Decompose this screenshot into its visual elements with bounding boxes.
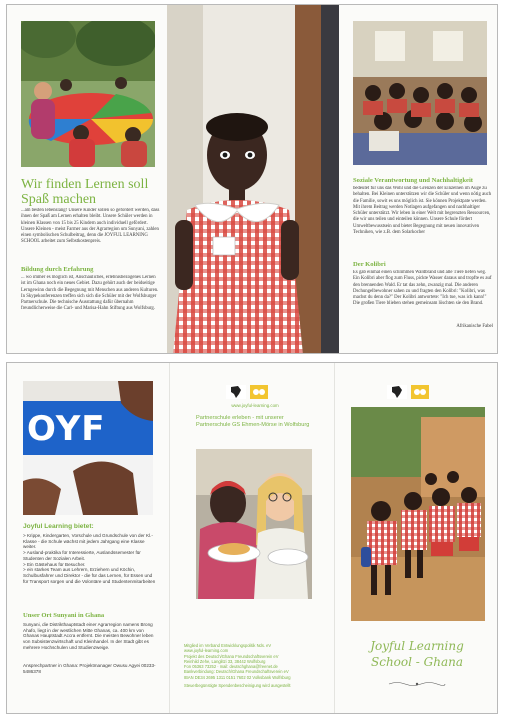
footer-line: Fon 05363 73252 · mail: deutschghana@freenet.de [184, 664, 278, 670]
logos [226, 385, 268, 399]
brand-title-line1: Joyful Learning [370, 639, 464, 653]
partner-school-title: Partnerschule erleben - mit unserer Partnerschule GS Ehmen-Mörse in Wolfsburg [196, 415, 310, 428]
africa-map-logo [226, 385, 246, 399]
photo-girl-school-uniform [167, 5, 339, 354]
footer-line: Steuerbegünstigte Spendenbescheinigung wird ausgestellt [184, 683, 291, 689]
offer-item: > ein starkes Team aus Lehrern, Erziehern und Köchin, Schulbusfahrer und Direktor - die für das Lernen, für Essen und für Transport sorgen und die Volontäre und Studentenmitarbeiten [23, 567, 156, 584]
footer-line[interactable]: www.joyful-learning.com [184, 648, 229, 654]
sun-face-logo [250, 385, 268, 399]
social-paragraph: bedeutet für uns das Wohl und die Grenzen der Einzelnen im Auge zu behalten. Bei Kleinen unterstützen wir die Schüler und wenn nötig auch die Familie, sowit es uns möglich ist. Sie können Projektpate werden. Mit ihrem Beitrag werden Notlagen aufgefangen und nachhaltiger Schüler unterstützt. Wir leben in einer Welt mit begrenzten Ressourcen, die wir uns teilen und einteilen können. Unsere Schule fördert Umweltbewusstsein und bietet Begegnung mit neuen innovativen Techniken, wie z.B. dem Solarkocher [353, 186, 492, 236]
intro-paragraph: ...am besten lebenslang! Unsere Kinder sollen so gefördert werden, dass ihnen der Spaß am Lernen erhalten bleibt. Unsere Schüler werden in kleinen Klassen von 15 bis 25 Kindern auch individuell gefördert. Unsere Kleinen - meist Farmer aus der Agrarregion um Sunyani, zahlen einen symbolischen Schulbeitrag, denn die JOYFUL LEARNING SCHOOL arbeitet zum Selbstkostenpreis. [21, 208, 160, 245]
footer-line: Reinhild Zehe, Langlitzi 33, 38442 Wolfsburg [184, 658, 266, 664]
photo-hands-banner [23, 381, 153, 515]
offer-item: > Krippe, Kindergarten, Vorschule und Grundschule von der Kl.-Klasse - die Schule wächst mit jedem Jahrgang eine Klasse weiter. [23, 533, 153, 550]
website-link[interactable]: www.joyful-learning.com [231, 403, 279, 408]
offers-list [23, 533, 157, 584]
logos-cover [387, 385, 429, 399]
heading-sunyani: Unser Ort Sunyani in Ghana [23, 612, 105, 619]
footer-line: IBAN DE34 2695 1311 0151 7602 02 Volksbank Wolfsburg [184, 674, 291, 680]
photo-partner-girls-cake [196, 449, 312, 599]
contact-ghana: Ansprechpartner in Ghana: Projektmanager Owusu Agyei 00233-5486378 [23, 663, 156, 674]
panel-back-middle [169, 363, 335, 713]
heading-social-responsibility: Soziale Verantwortung und Nachhaltigkeit [353, 177, 473, 184]
panel-right [339, 5, 498, 353]
brand-title-line2: School - Ghana [371, 655, 463, 669]
footer-line: Bankverbindung: Deutsch/Ghana Freundschaftsverein eV [184, 669, 289, 675]
sun-face-logo [411, 385, 429, 399]
footer-info [184, 643, 324, 688]
photo-kids-parachute [21, 21, 155, 167]
banner-letters: OYF [27, 409, 106, 449]
offer-item: > Ausland-praktika für Interessierte, Auslandssemester für Studenten der Sozialen Arbeit. [23, 550, 141, 561]
footer-line: Mitglied im Verband Entwicklungspolitik Nds. eV [184, 643, 272, 648]
offer-item: > Ein Gästehaus für Besucher. [23, 561, 86, 567]
fable-credit: Afrikanische Fabel [456, 324, 493, 329]
panel-back-left [7, 363, 169, 713]
sunyani-paragraph: Sunyani, die Distrikthauptstadt einer Agrarregion namens Brong Ahafo, liegt in der westlichen Mitte Ghanas, ca. 400 km von Ghanas Hauptstadt Accra entfernt. Die meisten Bewohner leben von Subsistenzwirtschaft und Kleinhandel. In der Stadt gibt es mehrere Hochschulen und Studienzweige. [23, 622, 154, 650]
heading-experience-learning: Bildung durch Erfahrung [21, 266, 94, 273]
brochure-outside-sheet [6, 362, 498, 714]
africa-map-logo [387, 385, 407, 399]
panel-left [7, 5, 167, 353]
experience-paragraph: ... wo immer es möglich ist, Anschauliches, erlebnisbezogenes Lernen ist im Ghana noch ein neues Gebiet. Dazu gehört auch der beidseitige Lerngewinn durch die Begegnung mit Menschen aus anderen Kulturen. In Skypekonferenzen treffen sich sich die Schüler mit der Wolfsburger Partnerschule. Die technische Ausstattung dafür übernahm freundlicherweise die Carl- und Marisa-Hahn Stiftung aus Wolfsburg. [21, 275, 159, 312]
kolibri-fable-text: Es gab einmal einen schlimmen Waldbrand und alle Tiere liefen weg. Ein Kolibri aber flog zum Fluss, pickte Wasser daraus und tropfte es auf den brennenden Wald. Er tat das zehn, zwanzig mal. Die anderen Dschungelbewohner sahen zu und fragten den Kolibri: "Kolibri, was machst du denn da?" Der Kolibri antwortete: "Ich tue, was ich kann!" Die großen Tiere blieben stehen gemeinsam löschten sie den Brand. [353, 270, 492, 307]
heading-learning-fun: Wir finden Lernen soll Spaß machen [21, 177, 149, 207]
heading-joyful-offers: Joyful Learning bietet: [23, 523, 94, 530]
ornament-divider [387, 681, 447, 687]
heading-kolibri: Der Kolibri [353, 261, 386, 268]
footer-line: Projekt des Deutsch/Ghana Freundschaftsverein eV [184, 653, 279, 659]
panel-back-right [335, 363, 498, 713]
photo-children-line [351, 407, 485, 621]
brochure-inside-sheet [6, 4, 498, 354]
photo-classroom [353, 21, 487, 165]
